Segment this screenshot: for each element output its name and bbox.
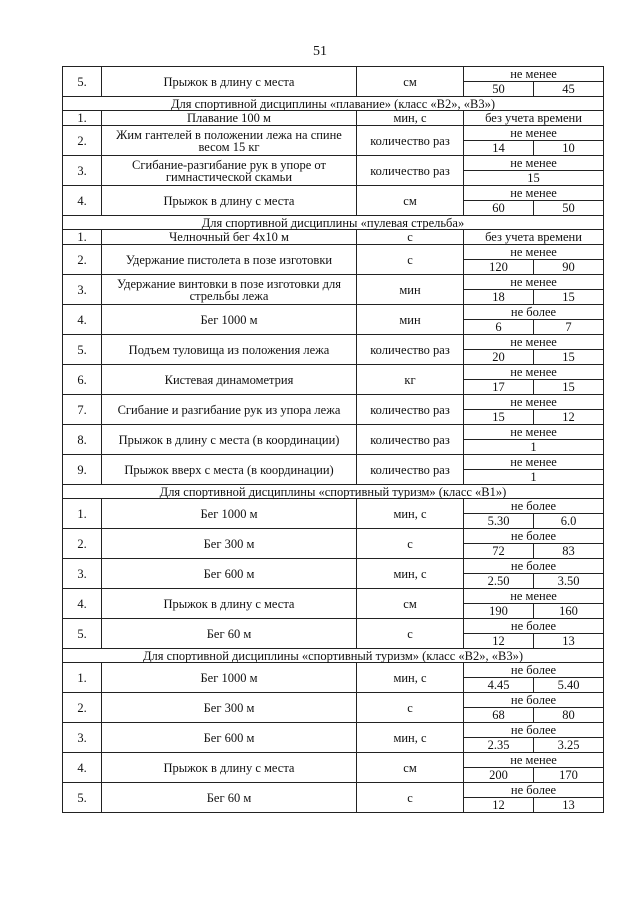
exercise-name: Бег 60 м: [102, 619, 357, 649]
row-number: 4.: [63, 589, 102, 619]
row-number: 5.: [63, 619, 102, 649]
exercise-name: Бег 1000 м: [102, 499, 357, 529]
norm-value: 50: [534, 201, 604, 216]
unit-cell: количество раз: [357, 335, 464, 365]
row-number: 1.: [63, 111, 102, 126]
unit-cell: количество раз: [357, 126, 464, 156]
unit-cell: мин: [357, 305, 464, 335]
exercise-name: Подъем туловища из положения лежа: [102, 335, 357, 365]
table-row: [63, 67, 604, 82]
norm-value: 190: [464, 604, 534, 619]
norms-table: [62, 66, 604, 813]
unit-cell: кг: [357, 365, 464, 395]
norm-value: 3.25: [534, 738, 604, 753]
unit-cell: см: [357, 589, 464, 619]
section-title: Для спортивной дисциплины «пулевая стрельба»: [63, 216, 604, 230]
section-header-row: [63, 216, 604, 230]
exercise-name: Бег 300 м: [102, 693, 357, 723]
row-number: 5.: [63, 783, 102, 813]
table-row: [63, 186, 604, 201]
unit-cell: количество раз: [357, 455, 464, 485]
exercise-name: Жим гантелей в положении лежа на спине весом 15 кг: [102, 126, 357, 156]
norm-value: 200: [464, 768, 534, 783]
table-row: [63, 723, 604, 738]
norm-value: 13: [534, 798, 604, 813]
norm-value: 80: [534, 708, 604, 723]
norm-condition: не более: [464, 619, 604, 634]
exercise-name: Бег 1000 м: [102, 663, 357, 693]
norm-value: 14: [464, 141, 534, 156]
norm-condition: не менее: [464, 395, 604, 410]
norm-value: 2.50: [464, 574, 534, 589]
exercise-name: Сгибание и разгибание рук из упора лежа: [102, 395, 357, 425]
table-row: [63, 365, 604, 380]
norm-value: 68: [464, 708, 534, 723]
norm-value: 15: [464, 410, 534, 425]
norm-value: 5.30: [464, 514, 534, 529]
norm-condition: не менее: [464, 126, 604, 141]
norm-condition: не менее: [464, 67, 604, 82]
norm-condition: не менее: [464, 365, 604, 380]
table-row: [63, 455, 604, 470]
exercise-name: Бег 600 м: [102, 559, 357, 589]
unit-cell: мин: [357, 275, 464, 305]
norm-condition: не более: [464, 783, 604, 798]
norm-condition: не менее: [464, 335, 604, 350]
exercise-name: Плавание 100 м: [102, 111, 357, 126]
table-row: [63, 425, 604, 440]
table-row: [63, 395, 604, 410]
norm-condition: не менее: [464, 425, 604, 440]
table-row: [63, 559, 604, 574]
norm-value: 5.40: [534, 678, 604, 693]
table-row: [63, 783, 604, 798]
norm-condition: не более: [464, 529, 604, 544]
unit-cell: см: [357, 67, 464, 97]
norm-value: 15: [464, 171, 604, 186]
norm-value: 2.35: [464, 738, 534, 753]
norm-value: 3.50: [534, 574, 604, 589]
norm-value: 15: [534, 350, 604, 365]
norm-condition: не более: [464, 499, 604, 514]
table-row: [63, 529, 604, 544]
norm-condition: не более: [464, 693, 604, 708]
row-number: 3.: [63, 559, 102, 589]
unit-cell: с: [357, 693, 464, 723]
norm-condition: не более: [464, 305, 604, 320]
norm-value: 120: [464, 260, 534, 275]
section-header-row: [63, 649, 604, 663]
norm-condition: не более: [464, 663, 604, 678]
section-title: Для спортивной дисциплины «плавание» (класс «В2», «В3»): [63, 97, 604, 111]
exercise-name: Удержание пистолета в позе изготовки: [102, 245, 357, 275]
row-number: 1.: [63, 663, 102, 693]
row-number: 2.: [63, 693, 102, 723]
row-number: 7.: [63, 395, 102, 425]
norm-value: 1: [464, 440, 604, 455]
norm-condition: не менее: [464, 275, 604, 290]
table-row: [63, 230, 604, 245]
exercise-name: Прыжок в длину с места (в координации): [102, 425, 357, 455]
exercise-name: Прыжок в длину с места: [102, 753, 357, 783]
row-number: 8.: [63, 425, 102, 455]
table-row: [63, 499, 604, 514]
norm-condition: не менее: [464, 156, 604, 171]
norm-value: 50: [464, 82, 534, 97]
exercise-name: Прыжок вверх с места (в координации): [102, 455, 357, 485]
norm-value: без учета времени: [464, 230, 604, 245]
norm-value: 13: [534, 634, 604, 649]
norms-table-body: [63, 67, 604, 813]
norm-value: 6: [464, 320, 534, 335]
section-header-row: [63, 485, 604, 499]
norm-value: 170: [534, 768, 604, 783]
row-number: 3.: [63, 275, 102, 305]
unit-cell: с: [357, 230, 464, 245]
norm-value: 6.0: [534, 514, 604, 529]
unit-cell: мин, с: [357, 111, 464, 126]
exercise-name: Бег 600 м: [102, 723, 357, 753]
unit-cell: мин, с: [357, 559, 464, 589]
exercise-name: Прыжок в длину с места: [102, 67, 357, 97]
row-number: 5.: [63, 67, 102, 97]
norm-condition: не менее: [464, 455, 604, 470]
table-row: [63, 589, 604, 604]
row-number: 4.: [63, 753, 102, 783]
unit-cell: количество раз: [357, 395, 464, 425]
norm-value: 20: [464, 350, 534, 365]
unit-cell: см: [357, 753, 464, 783]
unit-cell: мин, с: [357, 723, 464, 753]
table-row: [63, 335, 604, 350]
section-header-row: [63, 97, 604, 111]
norm-value: 45: [534, 82, 604, 97]
table-row: [63, 111, 604, 126]
exercise-name: Бег 300 м: [102, 529, 357, 559]
norm-value: 160: [534, 604, 604, 619]
norm-value: 12: [464, 634, 534, 649]
norm-value: 17: [464, 380, 534, 395]
exercise-name: Бег 60 м: [102, 783, 357, 813]
unit-cell: с: [357, 619, 464, 649]
row-number: 6.: [63, 365, 102, 395]
row-number: 4.: [63, 305, 102, 335]
norm-value: 15: [534, 290, 604, 305]
exercise-name: Бег 1000 м: [102, 305, 357, 335]
exercise-name: Прыжок в длину с места: [102, 186, 357, 216]
unit-cell: с: [357, 529, 464, 559]
norm-value: 1: [464, 470, 604, 485]
row-number: 2.: [63, 245, 102, 275]
norm-value: 7: [534, 320, 604, 335]
row-number: 9.: [63, 455, 102, 485]
norm-value: 12: [464, 798, 534, 813]
row-number: 3.: [63, 156, 102, 186]
row-number: 1.: [63, 499, 102, 529]
exercise-name: Удержание винтовки в позе изготовки для стрельбы лежа: [102, 275, 357, 305]
norm-value: 10: [534, 141, 604, 156]
norm-value: 60: [464, 201, 534, 216]
table-row: [63, 693, 604, 708]
unit-cell: см: [357, 186, 464, 216]
table-row: [63, 753, 604, 768]
unit-cell: с: [357, 245, 464, 275]
section-title: Для спортивной дисциплины «спортивный туризм» (класс «В2», «В3»): [63, 649, 604, 663]
norm-value: 72: [464, 544, 534, 559]
unit-cell: с: [357, 783, 464, 813]
table-row: [63, 156, 604, 171]
row-number: 3.: [63, 723, 102, 753]
exercise-name: Прыжок в длину с места: [102, 589, 357, 619]
table-row: [63, 245, 604, 260]
norm-value: 90: [534, 260, 604, 275]
table-row: [63, 126, 604, 141]
row-number: 1.: [63, 230, 102, 245]
unit-cell: количество раз: [357, 425, 464, 455]
norm-value: 83: [534, 544, 604, 559]
unit-cell: мин, с: [357, 499, 464, 529]
row-number: 4.: [63, 186, 102, 216]
exercise-name: Сгибание-разгибание рук в упоре от гимнастической скамьи: [102, 156, 357, 186]
page-number: 51: [313, 44, 327, 59]
unit-cell: количество раз: [357, 156, 464, 186]
table-row: [63, 663, 604, 678]
norm-condition: не менее: [464, 245, 604, 260]
table-row: [63, 305, 604, 320]
row-number: 2.: [63, 529, 102, 559]
norm-value: 4.45: [464, 678, 534, 693]
norm-condition: не более: [464, 559, 604, 574]
row-number: 2.: [63, 126, 102, 156]
table-row: [63, 619, 604, 634]
section-title: Для спортивной дисциплины «спортивный туризм» (класс «В1»): [63, 485, 604, 499]
unit-cell: мин, с: [357, 663, 464, 693]
norm-condition: не менее: [464, 186, 604, 201]
table-row: [63, 275, 604, 290]
norm-condition: не менее: [464, 589, 604, 604]
norm-value: 18: [464, 290, 534, 305]
norm-value: без учета времени: [464, 111, 604, 126]
exercise-name: Кистевая динамометрия: [102, 365, 357, 395]
norm-value: 12: [534, 410, 604, 425]
exercise-name: Челночный бег 4x10 м: [102, 230, 357, 245]
norm-condition: не более: [464, 723, 604, 738]
norm-condition: не менее: [464, 753, 604, 768]
row-number: 5.: [63, 335, 102, 365]
norm-value: 15: [534, 380, 604, 395]
